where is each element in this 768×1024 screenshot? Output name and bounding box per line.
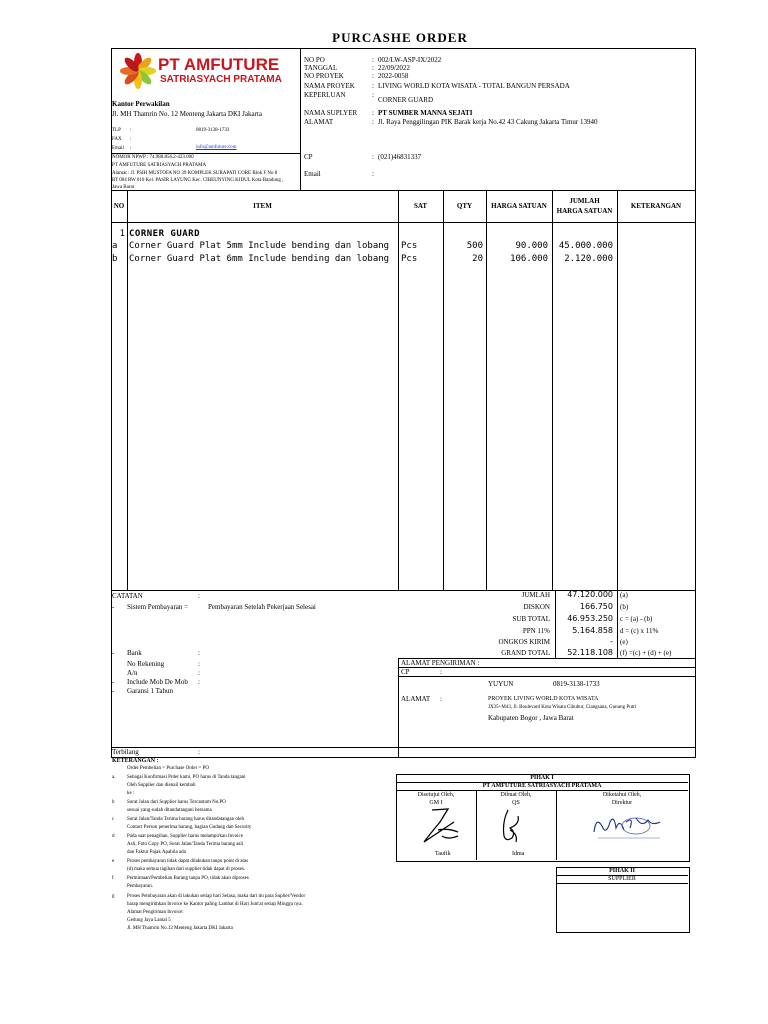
keterangan-line: Pembayaran. [127, 884, 153, 889]
sistem-pembayaran-value: Pembayaran Setelah Pekerjaan Selesai [208, 603, 316, 611]
keterangan-key: c [112, 817, 115, 822]
nama-proyek-value: LIVING WORLD KOTA WISATA - TOTAL BANGUN PERSADA [378, 82, 570, 90]
no-po-label: NO PO [304, 56, 325, 64]
row-sat: Pcs [401, 254, 418, 264]
jumlah-note: (a) [620, 591, 628, 599]
legal-address-1: Alamat : Jl. PSIH MUSTOFA NO 39 KOMPLEK SURAPATI CORE Blok F No 8 [112, 171, 278, 176]
pihak-1-company: PT AMFUTURE SATRIASYACH PRATAMA [482, 783, 602, 789]
ongkos-kirim-label: ONGKOS KIRIM [498, 638, 550, 646]
pengiriman-line-2: JX35+M43, Jl. Boulevard Kota Wisata Cibubur, Ciangsana, Gunung Putri [488, 705, 637, 710]
ppn-note: d = (c) x 11% [620, 627, 659, 635]
keterangan-line: harap mengirimkan Invoice ke Kantor paling Lambat di Hari Jum'at setiap Minggu nya. [127, 902, 303, 907]
keterangan-line: Surat Jalan/Tanda Terima barang harus ditandatangan oleh [127, 817, 244, 822]
row-letter: b [112, 254, 118, 264]
jumlah-value: 47.120.000 [567, 590, 613, 599]
keterangan-key: a. [112, 775, 116, 780]
sistem-pembayaran-label: Sistem Pembayaran = [127, 603, 189, 611]
row-item: Corner Guard Plat 6mm Include bending dan lobang [129, 254, 390, 264]
diskon-value: 166.750 [579, 602, 613, 611]
office-address: Jl. MH Thamrin No. 12 Menteng Jakarta DKI Jakarta [112, 110, 262, 118]
header-sat: SAT [413, 202, 428, 210]
header-keterangan: KETERANGAN [630, 202, 682, 210]
keperluan-label: KEPERLUAN [304, 91, 346, 99]
header-item: ITEM [253, 202, 272, 210]
tanggal-value: 22/09/2022 [378, 64, 410, 72]
ppn-value: 5.164.858 [572, 626, 613, 635]
disetujui-oleh: Disetujui Oleh, [417, 792, 455, 798]
email-label: Email [112, 146, 124, 151]
keterangan-line: Oleh Supplier dan dienail kembali [127, 783, 196, 788]
ongkos-kirim-note: (e) [620, 638, 628, 646]
alamat-label: ALAMAT [304, 118, 334, 126]
rekening-label: No Rekening [127, 660, 165, 668]
tlp-label: TLP [112, 128, 121, 133]
legal-address-3: Jawa Barat [112, 185, 135, 190]
subtotal-label: SUB TOTAL [512, 615, 550, 623]
header-no: NO [113, 202, 125, 210]
keterangan-line: Gedung Jaya Lantai 5 [127, 918, 171, 923]
subtotal-note: c = (a) - (b) [620, 615, 653, 623]
keterangan-line: ke : [127, 791, 135, 796]
legal-name: PT AMFUTURE SATRIASYACH PRATAMA [112, 163, 207, 168]
no-po-value: 002/LW-ASP-IX/2022 [378, 56, 442, 64]
signature-gm-icon [418, 806, 468, 848]
ppn-label: PPN 11% [522, 627, 550, 635]
legal-address-2: RT 004 RW 010 Kel. PASIR LAYUNG Kec. CIBEUNYING KIDUL Kota Bandung , [112, 178, 284, 183]
signer-gm-name: Taufik [435, 851, 451, 857]
pengiriman-cp-phone: 0819-3138-1733 [553, 680, 600, 688]
col-divider-jumlah [617, 190, 618, 590]
company-email-link[interactable]: info@amfuture.com [196, 145, 237, 150]
tanggal-label: TANGGAL [304, 64, 338, 72]
pengiriman-line-3: Kabupaten Bogor , Jawa Barat [488, 714, 574, 722]
grand-total-value: 52.118.108 [567, 648, 613, 657]
no-proyek-label: NO PROYEK [304, 72, 344, 80]
pihak-2-label: PIHAK II [609, 868, 635, 874]
pengiriman-cp-name: YUYUN [488, 680, 514, 688]
terbilang-label: Terbilang [112, 748, 139, 756]
no-proyek-value: 2022-0058 [378, 72, 409, 80]
logo-flower-icon [118, 51, 158, 91]
keterangan-line: Permintaan/Pembelian Barang tanpa PO, tidak akan diproses [127, 876, 249, 881]
dibuat-jabatan: QS [512, 800, 520, 806]
col-divider-item [398, 190, 399, 590]
row-sat: Pcs [401, 241, 418, 251]
diketahui-oleh: Diketahui Oleh, [602, 792, 642, 798]
frame-top [111, 48, 695, 49]
frame-right [695, 48, 696, 758]
keterangan-line: Proses Pembayaran akan di lakukan setiap hari Selasa, maka dari itu para Suplier/Vendor [127, 894, 306, 899]
ongkos-kirim-value: - [610, 637, 613, 646]
group-title: CORNER GUARD [129, 229, 201, 239]
diskon-note: (b) [620, 603, 629, 611]
cp-label: CP [304, 153, 313, 161]
keterangan-line: dan Faktur Pajak Apabila ada [127, 850, 186, 855]
fax-label: FAX [112, 137, 122, 142]
bank-label: Bank [127, 649, 142, 657]
pengiriman-line-1: PROYEK LIVING WORLD KOTA WISATA [488, 696, 599, 702]
dibuat-oleh: Dibuat Oleh, [500, 792, 532, 798]
pihak-2-sub: SUPPLIER [608, 876, 636, 882]
keterangan-line: (d) maka semua tagihan dari supplier tidak dapat di proses. [127, 867, 246, 872]
disetujui-jabatan: GM I [429, 800, 443, 806]
header-qty: QTY [456, 202, 473, 210]
signature-qs-icon [494, 806, 526, 848]
office-label: Kantor Perwakilan [112, 100, 170, 108]
keterangan-line: Alamat Pengiriman Invoice: [127, 910, 184, 915]
row-letter: a [112, 241, 118, 251]
keterangan-key: e [112, 859, 115, 864]
keterangan-label: KETERANGAN : [112, 758, 159, 764]
keperluan-value: CORNER GUARD [378, 96, 434, 104]
keterangan-line: sesuai yang sudah ditandatangani bersama [127, 808, 212, 813]
grand-total-label: GRAND TOTAL [501, 649, 550, 657]
suplyer-label: NAMA SUPLYER [304, 109, 358, 117]
pengiriman-alamat-label: ALAMAT [401, 695, 431, 703]
signature-direktur-icon [590, 808, 668, 844]
pengiriman-cp-label: CP [401, 668, 410, 676]
keterangan-line: Sebagai Konfirmasi Prder kami, PO harus di Tanda tangani [127, 775, 246, 780]
company-logo [118, 51, 290, 93]
keterangan-key: g [112, 894, 115, 899]
row-jumlah: 45.000.000 [558, 241, 613, 251]
suplyer-value: PT SUMBER MANNA SEJATI [378, 109, 473, 117]
jumlah-label: JUMLAH [521, 591, 550, 599]
alamat-value: Jl. Raya Penggilingan PIK Barak kerja No.42 43 Cakung Jakarta Timur 13940 [378, 118, 598, 126]
nama-proyek-label: NAMA PROYEK [304, 82, 355, 90]
keterangan-line: Asli, Foto Copy PO, Surat Jalan/Tanda Terima barang asli [127, 842, 244, 847]
atas-nama-label: A/n [127, 669, 138, 677]
grand-total-note: (f) =(c) + (d) + (e) [620, 649, 672, 657]
row-item: Corner Guard Plat 5mm Include bending dan lobang [129, 241, 390, 251]
row-harga: 90.000 [515, 241, 548, 251]
keterangan-key: d [112, 834, 115, 839]
email-field-label: Email [304, 170, 321, 178]
keterangan-line: Contact Person penerima barang, bagian Gudang dan Security [127, 825, 252, 830]
header-divider [300, 48, 301, 190]
keterangan-key: b [112, 800, 115, 805]
header-harga-satuan: HARGA SATUAN [491, 202, 547, 210]
keterangan-key: f [112, 876, 114, 881]
header-jumlah-harga: HARGA SATUAN [556, 207, 613, 215]
row-qty: 500 [466, 241, 483, 251]
npwp-number: NOMOR NPWP : 74.980.856.2-423.000 [112, 155, 194, 160]
header-jumlah: JUMLAH [569, 197, 600, 205]
mob-demob-label: Include Mob De Mob [127, 678, 188, 686]
row-qty: 20 [472, 254, 483, 264]
garansi-label: Garansi 1 Tahun [127, 687, 174, 695]
row-harga: 106.000 [510, 254, 548, 264]
cp-value: (021)46831337 [378, 153, 422, 161]
subtotal-value: 46.953.250 [567, 614, 613, 623]
group-number: 1 [119, 229, 125, 239]
document-title: PURCASHE ORDER [332, 30, 468, 45]
keterangan-line: Pada saat penagihan, Supplier harus melampirkan Invoice [127, 834, 243, 839]
diskon-label: DISKON [523, 603, 550, 611]
pengiriman-label: ALAMAT PENGIRIMAN : [401, 659, 480, 667]
row-jumlah: 2.120.000 [564, 254, 613, 264]
catatan-label: CATATAN [112, 592, 143, 600]
diketahui-jabatan: Direktur [611, 800, 633, 806]
keterangan-line: Surat Jalan dari Supplier harus Tercantum No.PO [127, 800, 226, 805]
logo-name: PT AMFUTURE [158, 55, 280, 74]
keterangan-line: Jl. MH Thamrin No.12 Menteng Jakarta DKI Jakarta [127, 926, 233, 931]
col-divider-no [127, 190, 128, 590]
logo-subname: SATRIASYACH PRATAMA [160, 74, 282, 85]
tlp-value: 0819-3138-1733 [196, 128, 230, 133]
signer-qs-name: Idma [512, 851, 525, 857]
keterangan-intro: Order Pembelian = Purchase Order = PO [127, 766, 210, 771]
keterangan-line: Proses pembayaran tidak dapat dilakukan tanpu point di atas [127, 859, 249, 864]
pihak-1-label: PIHAK I [530, 775, 554, 781]
